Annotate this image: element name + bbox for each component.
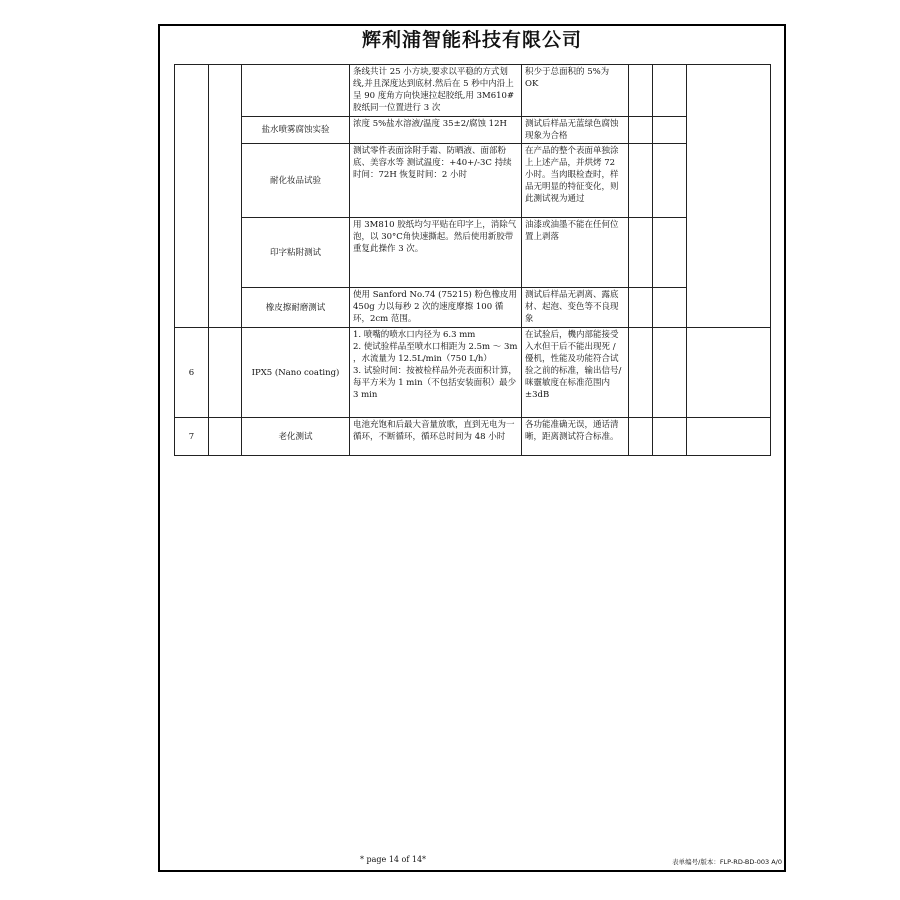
blank-cell [629, 117, 653, 144]
test-item-cell: 老化测试 [242, 418, 350, 456]
row-number-cell [175, 65, 209, 328]
blank-cell [653, 328, 687, 418]
test-method-cell: 浓度 5%盐水溶液/温度 35±2/腐蚀 12H [350, 117, 522, 144]
table-row [175, 328, 771, 418]
document-title: 辉利浦智能科技有限公司 [361, 29, 582, 51]
blank-cell [629, 218, 653, 288]
criteria-cell: 测试后样品无剥离、露底材、起泡、变色等不良现象 [522, 288, 629, 328]
blank-cell [687, 418, 771, 456]
test-method-cell: 用 3M810 胶纸均匀平贴在印字上，消除气泡，以 30°C角快速撕起。然后使用新胶带重复此操作 3 次。 [350, 218, 522, 288]
blank-cell [653, 288, 687, 328]
test-item-cell [242, 65, 350, 117]
table-row [175, 418, 771, 456]
blank-cell [629, 288, 653, 328]
table-row [175, 218, 771, 288]
test-item-cell: 橡皮擦耐磨测试 [242, 288, 350, 328]
blank-cell [209, 328, 242, 418]
test-method-cell: 电池充饱和后最大音量放歌，直到无电为一循环，不断循环，循环总时间为 48 小时 [350, 418, 522, 456]
blank-cell [629, 418, 653, 456]
criteria-cell: 在产品的整个表面单独涂上上述产品，并烘烤 72 小时。当肉眼检查时，样品无明显的特征变化，则此测试视为通过 [522, 144, 629, 218]
blank-cell [629, 328, 653, 418]
blank-cell [687, 328, 771, 418]
criteria-cell: 各功能准确无误，通话清晰，距离测试符合标准。 [522, 418, 629, 456]
test-method-cell: 条线共计 25 小方块,要求以平稳的方式划线,并且深度达到底材.然后在 5 秒中内沿上呈 90 度角方向快速拉起胶纸,用 3M610#胶纸同一位置进行 3 次 [350, 65, 522, 117]
test-method-cell: 使用 Sanford No.74 (75215) 粉色橡皮用 450g 力以每秒 2 次的速度摩擦 100 循环，2cm 范围。 [350, 288, 522, 328]
blank-cell [687, 65, 771, 328]
row-number-cell: 7 [175, 418, 209, 456]
test-method-cell: 1. 喷嘴的喷水口内径为 6.3 mm 2. 使试验样品至喷水口相距为 2.5m ～ 3m ，水流量为 12.5L/min（750 L/h） 3. 试验时间：按被检样品外壳表面积计算，每平方米为 1 min（不包括安装面积）最少 3 min [350, 328, 522, 418]
form-number: 表单编号/版本：FLP-RD-BD-003 A/0 [672, 858, 782, 866]
page-number: * page 14 of 14* [360, 855, 427, 864]
blank-cell [629, 65, 653, 117]
blank-cell [209, 65, 242, 328]
blank-cell [629, 144, 653, 218]
table-row [175, 117, 771, 144]
blank-cell [209, 418, 242, 456]
blank-cell [653, 218, 687, 288]
row-number-cell: 6 [175, 328, 209, 418]
criteria-cell: 油漆或油墨不能在任何位置上剥落 [522, 218, 629, 288]
blank-cell [653, 144, 687, 218]
test-item-cell: 印字粘附测试 [242, 218, 350, 288]
criteria-cell: 测试后样品无蓝绿色腐蚀现象为合格 [522, 117, 629, 144]
test-method-cell: 测试零件表面涂附手霜、防晒液、面部粉底、美容水等 测试温度：+40+/-3C 持续时间：72H 恢复时间：2 小时 [350, 144, 522, 218]
test-spec-table [174, 64, 771, 456]
blank-cell [653, 117, 687, 144]
table-row [175, 65, 771, 117]
table-row [175, 144, 771, 218]
table-row [175, 288, 771, 328]
criteria-cell: 积少于总面积的 5%为 OK [522, 65, 629, 117]
test-item-cell: 盐水喷雾腐蚀实验 [242, 117, 350, 144]
blank-cell [653, 418, 687, 456]
criteria-cell: 在试验后，機内部能接受入水但干后不能出现死 / 優机，性能及功能符合试验之前的标准，输出信号/咪靈敏度在标准范围内±3dB [522, 328, 629, 418]
blank-cell [653, 65, 687, 117]
test-item-cell: 耐化妆品试验 [242, 144, 350, 218]
test-item-cell: IPX5 (Nano coating) [242, 328, 350, 418]
